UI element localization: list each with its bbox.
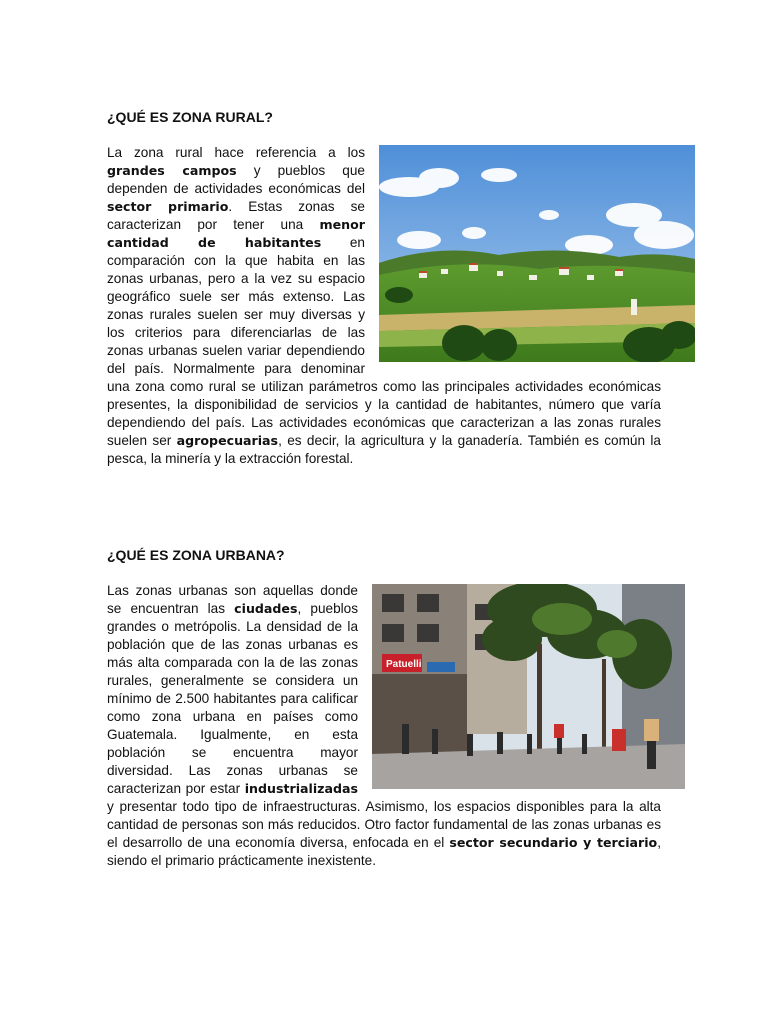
rural-landscape-image	[379, 145, 695, 362]
urbana-heading: ¿QUÉ ES ZONA URBANA?	[107, 547, 285, 563]
rural-bold-1: grandes campos	[107, 163, 237, 178]
urban-street-image	[372, 584, 685, 789]
rural-paragraph: La zona rural hace referencia a los grandes campos y pueblos que dependen de actividades económicas del sector primario. Estas zonas se caracterizan por tener una menor cantidad de habitantes en comparación con la que habita en las zonas urbanas, pero a la vez su espacio geográfico suele ser más extenso. Las zonas rurales suelen ser muy diversas y los criterios para diferenciarlas de las zonas urbanas suelen variar dependiendo del país. Normalmente para denominar una zona como rural se utilizan parámetros como las principales actividades económicas presentes, la disponibilidad de servicios y la cantidad de habitantes, número que varía dependiendo del país. Las actividades económicas que caracterizan a las zonas rurales suelen ser agropecuarias, es decir, la agricultura y la ganadería. También es común la pesca, la minería y la extracción forestal.	[107, 145, 661, 466]
rural-bold-2: sector primario	[107, 199, 229, 214]
rural-heading: ¿QUÉ ES ZONA RURAL?	[107, 109, 273, 125]
section-urbana	[107, 546, 661, 870]
urbana-paragraph: Las zonas urbanas son aquellas donde se encuentran las ciudades, pueblos grandes o metrópolis. La densidad de la población que de las zonas urbanas es más alta comparada con la de las zonas rurales, generalmente se considera un mínimo de 2.500 habitantes para calificar como zona urbana en países como Guatemala. Igualmente, en esta población se encuentra mayor diversidad. Las zonas urbanas se caracterizan por estar industrializadas y presentar todo tipo de infraestructuras. Asimismo, los espacios disponibles para la alta cantidad de personas son más reducidos. Otro factor fundamental de las zonas urbanas es el desarrollo de una economía diversa, enfocada en el sector secundario y terciario, siendo el primario prácticamente inexistente.	[107, 583, 661, 868]
rural-bold-3: menor cantidad de habitantes	[107, 217, 365, 250]
urbana-bold-2: industrializadas	[244, 781, 358, 796]
rural-bold-4: agropecuarias	[176, 433, 279, 448]
section-rural	[107, 108, 661, 468]
urbana-bold-1: ciudades	[234, 601, 298, 616]
urbana-bold-3: sector secundario y terciario	[449, 835, 658, 850]
store-sign: Patuelli	[386, 659, 422, 670]
